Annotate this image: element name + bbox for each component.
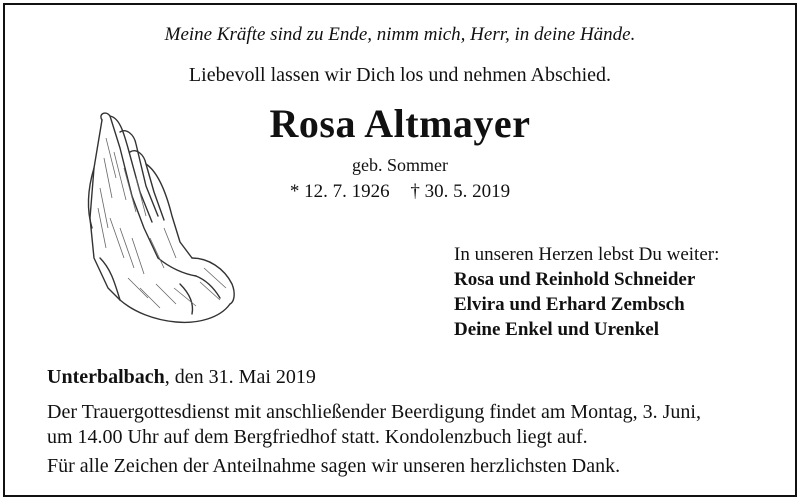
opening-quote: Meine Kräfte sind zu Ende, nimm mich, Herr, in deine Hände. xyxy=(164,24,636,45)
service-line: Der Trauergottesdienst mit anschließender Beerdigung findet am Montag, 3. Juni, xyxy=(47,401,701,423)
farewell-line: Liebevoll lassen wir Dich los und nehmen Abschied. xyxy=(188,64,612,86)
death-date: † 30. 5. 2019 xyxy=(410,181,511,202)
mourner-line: Elvira und Erhard Zembsch xyxy=(454,294,685,315)
mourner-line: Rosa und Reinhold Schneider xyxy=(454,269,696,290)
service-line: um 14.00 Uhr auf dem Bergfriedhof statt. Kondolenzbuch liegt auf. xyxy=(47,426,588,448)
birth-name: geb. Sommer xyxy=(352,155,448,175)
mourners-block xyxy=(454,242,719,342)
birth-date: * 12. 7. 1926 xyxy=(289,181,390,202)
service-info xyxy=(47,400,767,450)
praying-hands-icon xyxy=(80,108,240,330)
place-name: Unterbalbach xyxy=(47,366,165,388)
mourner-line: Deine Enkel und Urenkel xyxy=(454,319,659,340)
deceased-name: Rosa Altmayer xyxy=(269,101,531,146)
notice-date: , den 31. Mai 2019 xyxy=(164,366,316,388)
place-date xyxy=(47,366,316,389)
thanks-line: Für alle Zeichen der Anteilnahme sagen wir unseren herzlichsten Dank. xyxy=(47,455,621,477)
mourners-intro: In unseren Herzen lebst Du weiter: xyxy=(454,244,720,265)
